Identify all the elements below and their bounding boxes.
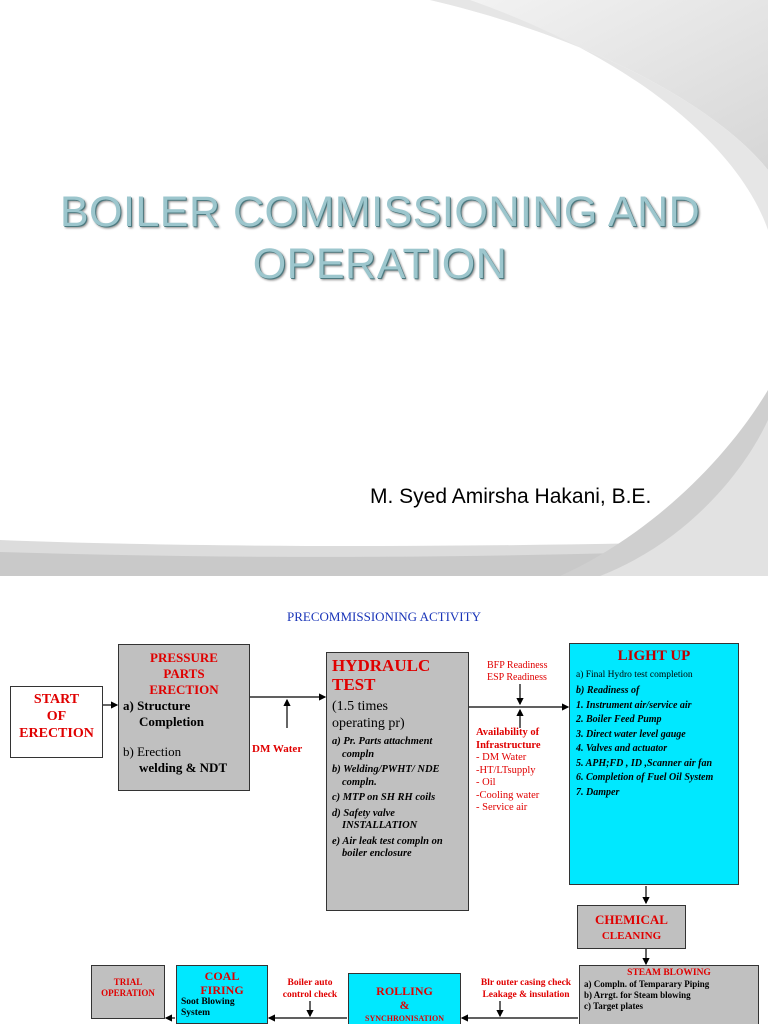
light-up-final-hydro: a) Final Hydro test completion <box>576 670 693 680</box>
chemical-cleaning-box <box>577 905 686 949</box>
rolling-line-3: SYNCHRONISATION <box>365 1014 444 1023</box>
light-up-item: 7. Damper <box>576 786 620 798</box>
blr-outer-line-2: Leakage & insulation <box>482 989 570 1000</box>
dm-water-label: DM Water <box>252 743 303 755</box>
availability-item: - DM Water <box>476 752 527 763</box>
start-line-3: ERECTION <box>19 726 94 741</box>
light-up-item: 1. Instrument air/service air <box>576 699 692 711</box>
light-up-item: 3. Direct water level gauge <box>576 728 686 740</box>
coal-sub-1: Soot Blowing <box>181 997 235 1007</box>
trial-operation-box <box>91 965 165 1019</box>
boiler-auto-line-1: Boiler auto <box>287 978 333 988</box>
steam-item: b) Arrgt. for Steam blowing <box>584 990 691 1000</box>
rolling-synchronisation-box <box>348 973 461 1024</box>
start-line-2: OF <box>46 709 67 724</box>
boiler-auto-line-2: control check <box>282 989 338 1000</box>
availability-item: -HT/LTsupply <box>476 764 536 776</box>
light-up-item: 5. APH;FD , ID ,Scanner air fan <box>576 757 713 769</box>
hydraulic-test-box <box>326 652 469 911</box>
availability-item: -Cooling water <box>476 789 540 801</box>
pressure-parts-heading-1: PRESSURE <box>150 650 218 665</box>
start-of-erection-box <box>10 686 103 758</box>
steam-item: a) Compln. of Temparary Piping <box>584 979 710 989</box>
rolling-line-2: & <box>399 998 410 1012</box>
title-line-2: OPERATION <box>252 240 508 288</box>
trial-line-2: OPERATION <box>101 988 155 998</box>
light-up-item: 2. Boiler Feed Pump <box>576 714 662 725</box>
title-line-1: BOILER COMMISSIONING AND <box>59 188 701 236</box>
boiler-auto-control-label <box>276 978 344 1001</box>
blr-outer-line-1: Blr outer casing check <box>480 978 572 988</box>
esp-readiness: ESP Readiness <box>487 672 547 683</box>
pressure-parts-erection-box <box>118 644 250 791</box>
hydraulic-item: c) MTP on SH RH coils <box>332 792 436 803</box>
flowchart-title: PRECOMMISSIONING ACTIVITY <box>287 609 481 624</box>
author-name: M. Syed Amirsha Hakani, B.E. <box>370 485 652 508</box>
hydraulic-items <box>332 736 463 861</box>
bfp-readiness: BFP Readiness <box>487 660 548 671</box>
pressure-parts-item-b-line-2: welding & NDT <box>139 760 228 775</box>
trial-line-1: TRIAL <box>113 977 143 987</box>
light-up-box <box>569 643 739 885</box>
light-up-heading: LIGHT UP <box>617 648 691 664</box>
light-up-item: b) Readiness of <box>576 685 640 696</box>
hydraulic-heading-2: TEST <box>332 675 376 694</box>
coal-line-1: COAL <box>204 969 240 983</box>
pressure-parts-heading-2: PARTS <box>163 666 205 681</box>
light-up-item: 4. Valves and actuator <box>576 743 668 754</box>
hydraulic-heading-1: HYDRAULC <box>332 656 431 675</box>
hydraulic-sub-1: (1.5 times <box>332 699 388 714</box>
blr-outer-casing-label <box>470 978 582 1001</box>
hydraulic-item: d) Safety valve INSTALLATION <box>332 807 418 831</box>
hydraulic-sub-2: operating pr) <box>332 716 405 731</box>
pressure-parts-item-a-line-2: Completion <box>139 714 204 729</box>
light-up-item: 6. Completion of Fuel Oil System <box>576 772 714 783</box>
presentation-title <box>0 186 760 290</box>
availability-heading-1: Availability of <box>476 727 540 738</box>
light-up-items <box>576 685 732 799</box>
steam-blowing-box <box>579 965 759 1024</box>
hydraulic-item: b) Welding/PWHT/ NDE compln. <box>332 764 440 788</box>
availability-infrastructure <box>476 727 541 815</box>
pressure-parts-item-a-line-1: a) Structure <box>123 698 191 713</box>
availability-item: - Service air <box>476 802 528 813</box>
coal-sub-2: System <box>181 1008 211 1018</box>
steam-heading: STEAM BLOWING <box>627 968 711 978</box>
coal-line-2: FIRING <box>200 983 244 997</box>
pressure-parts-item-b-line-1: b) Erection <box>123 744 182 759</box>
chemical-line-1: CHEMICAL <box>595 912 668 927</box>
hydraulic-item: a) Pr. Parts attachment compln <box>332 736 433 760</box>
rolling-line-1: ROLLING <box>376 984 433 998</box>
availability-heading-2: Infrastructure <box>476 739 541 751</box>
readiness-labels <box>487 660 547 684</box>
steam-item: c) Target plates <box>584 1001 643 1011</box>
availability-item: - Oil <box>476 777 496 788</box>
start-line-1: START <box>33 692 80 707</box>
hydraulic-item: e) Air leak test compln on boiler enclosure <box>332 835 443 859</box>
flowchart-slide <box>0 576 768 1024</box>
coal-firing-box <box>176 965 268 1024</box>
chemical-line-2: CLEANING <box>601 930 662 942</box>
pressure-parts-heading-3: ERECTION <box>149 682 219 697</box>
